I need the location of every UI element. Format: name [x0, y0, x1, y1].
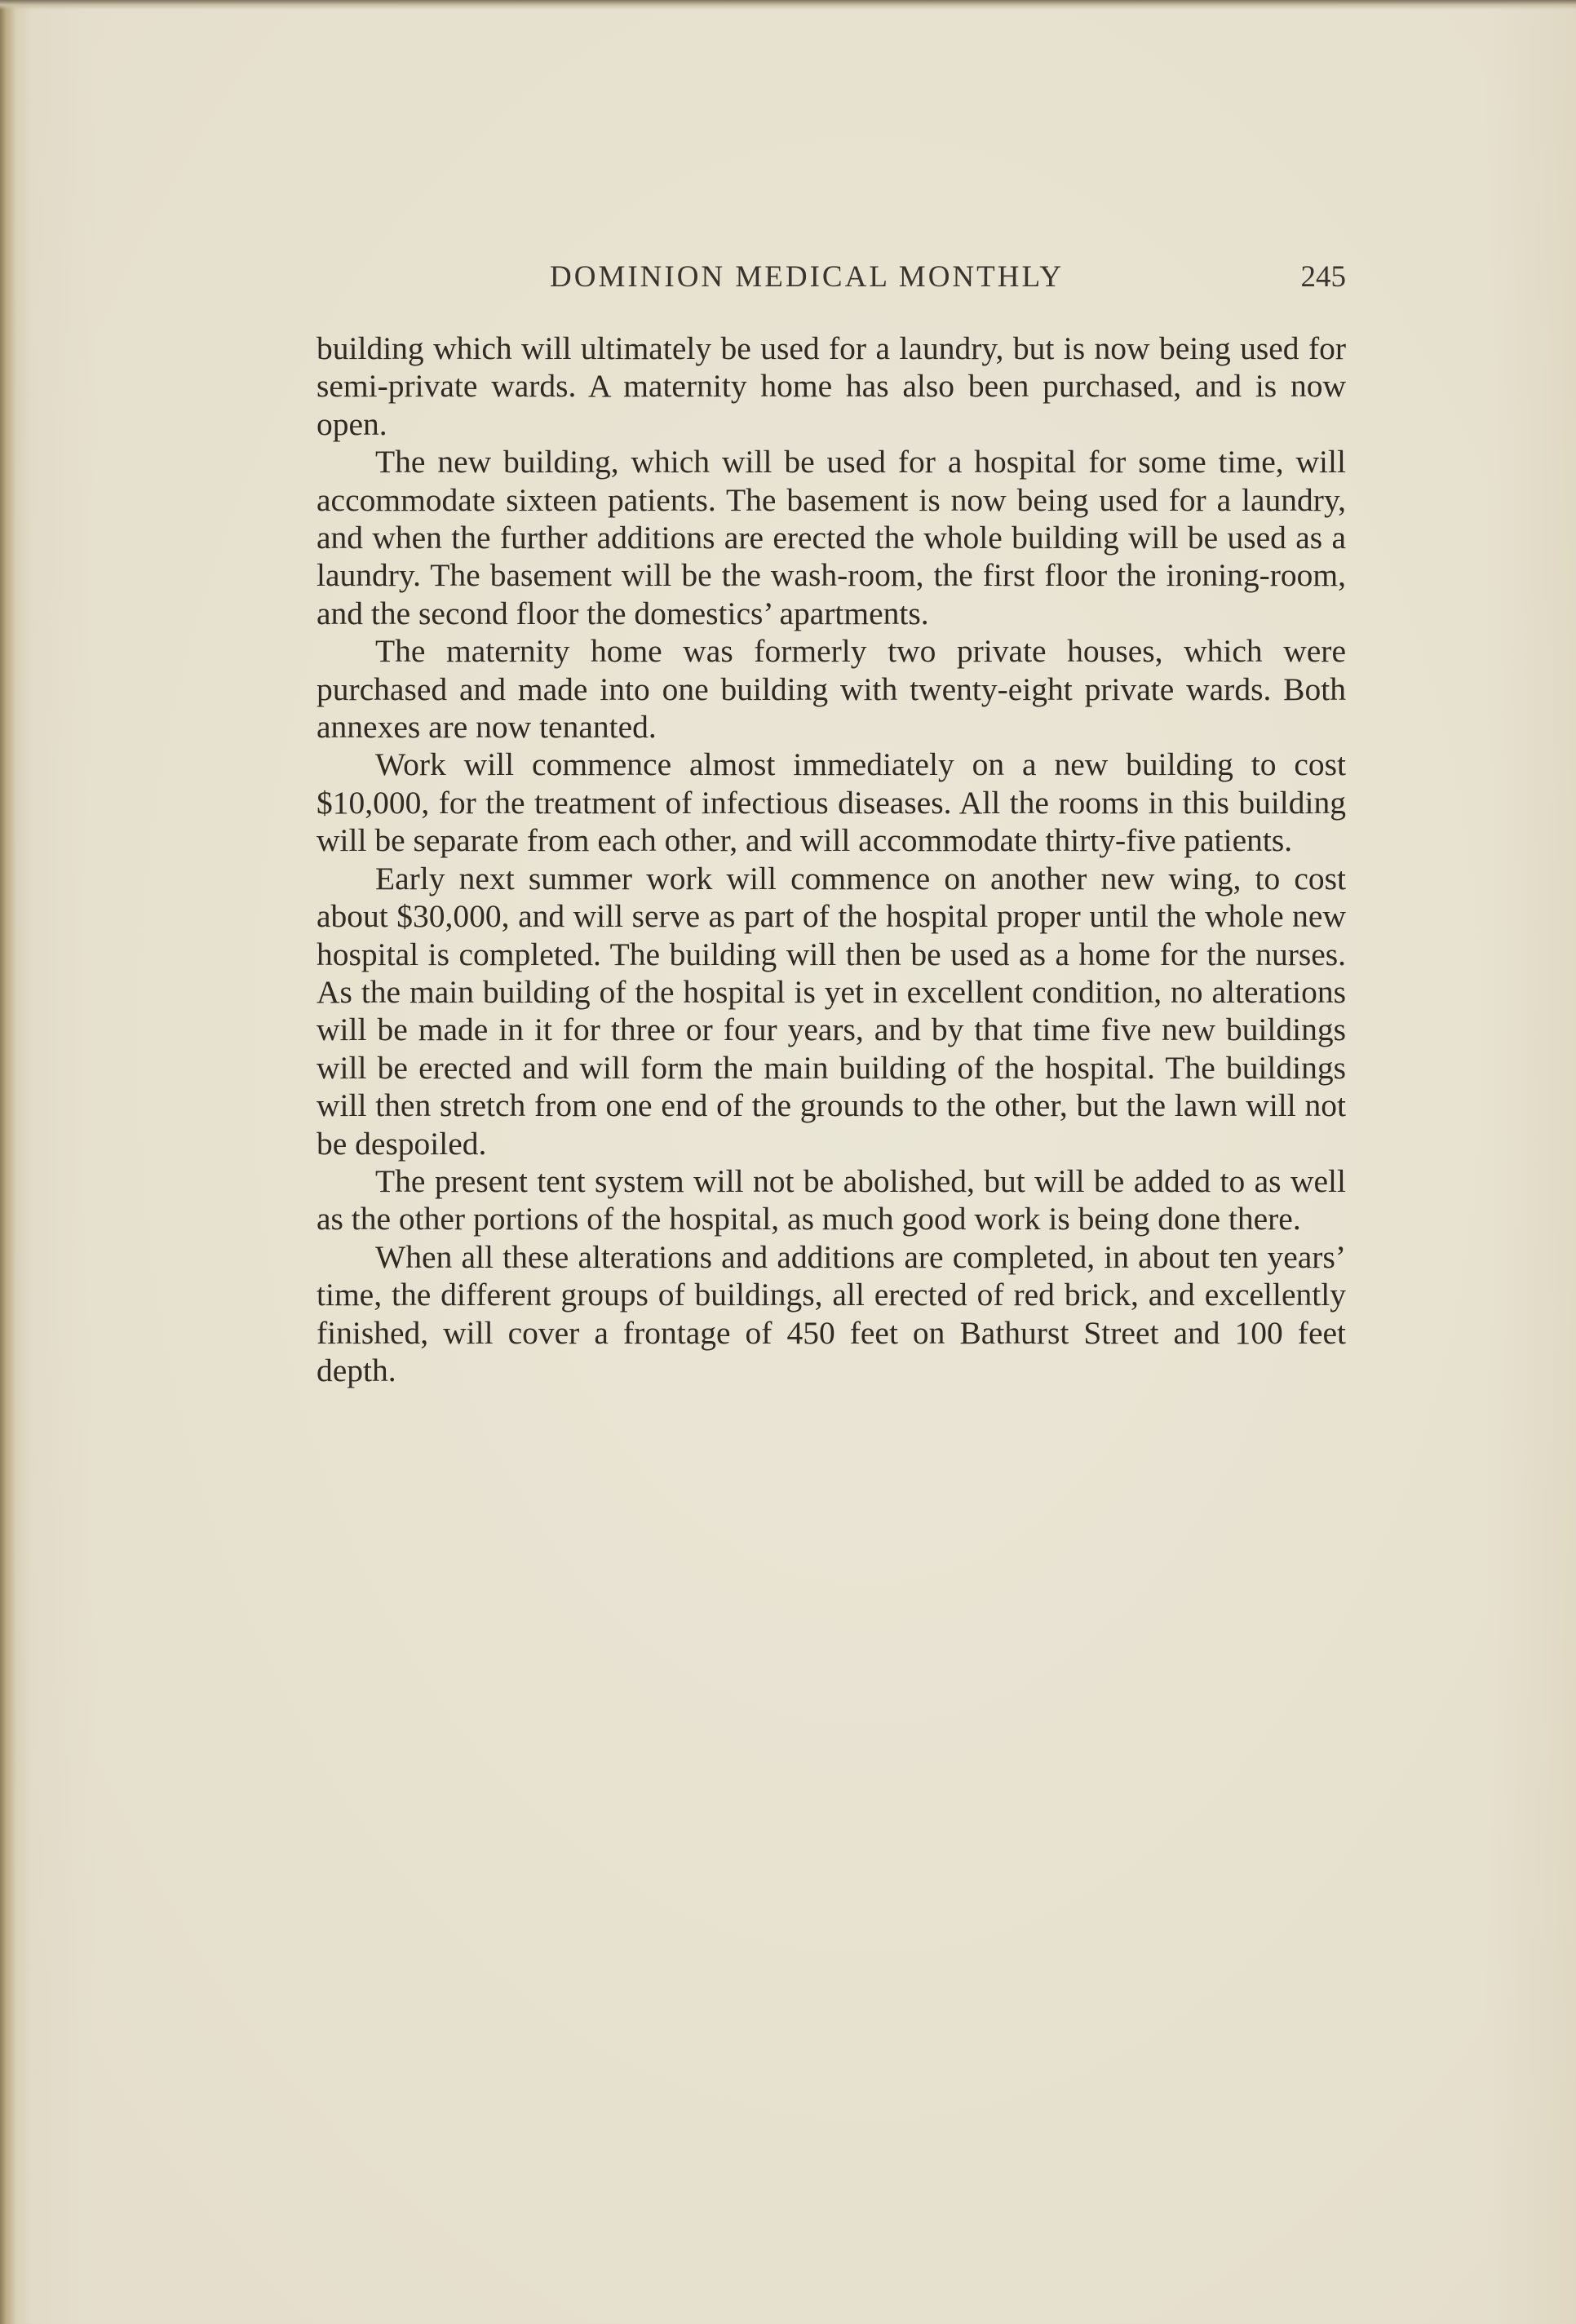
binding-edge	[0, 0, 16, 2324]
paragraph: The present tent system will not be abolished, but will be added to as well as the other portions of the hospital, as much good work is being done there.	[317, 1162, 1346, 1237]
paragraph: building which will ultimately be used for a laundry, but is now being used for semi-private wards. A maternity home has also been purchased, and is now open.	[317, 330, 1346, 442]
paragraph: Work will commence almost immediately on a new building to cost $10,000, for the treatment of infectious diseases. All the rooms in this building will be separate from each other, and will accommodate thirty-five patients.	[317, 746, 1346, 859]
top-edge	[0, 0, 1576, 10]
page-header	[317, 259, 1346, 302]
paragraph: The new building, which will be used for a hospital for some time, will accommodate sixteen patients. The basement is now being used for a laundry, and when the further additions are erected the whole building will be used as a laundry. The basement will be the wash-room, the first floor the ironing-room, and the second floor the domestics’ apartments.	[317, 444, 1346, 631]
running-title: DOMINION MEDICAL MONTHLY	[550, 260, 1065, 294]
page-number: 245	[1300, 260, 1346, 294]
paragraph: When all these alterations and additions are completed, in about ten years’ time, the different groups of buildings, all erected of red brick, and excellently finished, will cover a frontage of 450 feet on Bathurst Street and 100 feet depth.	[317, 1238, 1346, 1388]
body-text	[317, 330, 1346, 1389]
paragraph: The maternity home was formerly two private houses, which were purchased and made into one building with twenty-eight private wards. Both annexes are now tenanted.	[317, 633, 1346, 746]
paragraph: Early next summer work will commence on another new wing, to cost about $30,000, and will serve as part of the hospital proper until the whole new hospital is completed. The building will then be used as a home for the nurses. As the main building of the hospital is yet in excellent condition, no alterations will be made in it for three or four years, and by that time five new buildings will be erected and will form the main building of the hospital. The buildings will then stretch from one end of the grounds to the other, but the lawn will not be despoiled.	[317, 860, 1346, 1162]
